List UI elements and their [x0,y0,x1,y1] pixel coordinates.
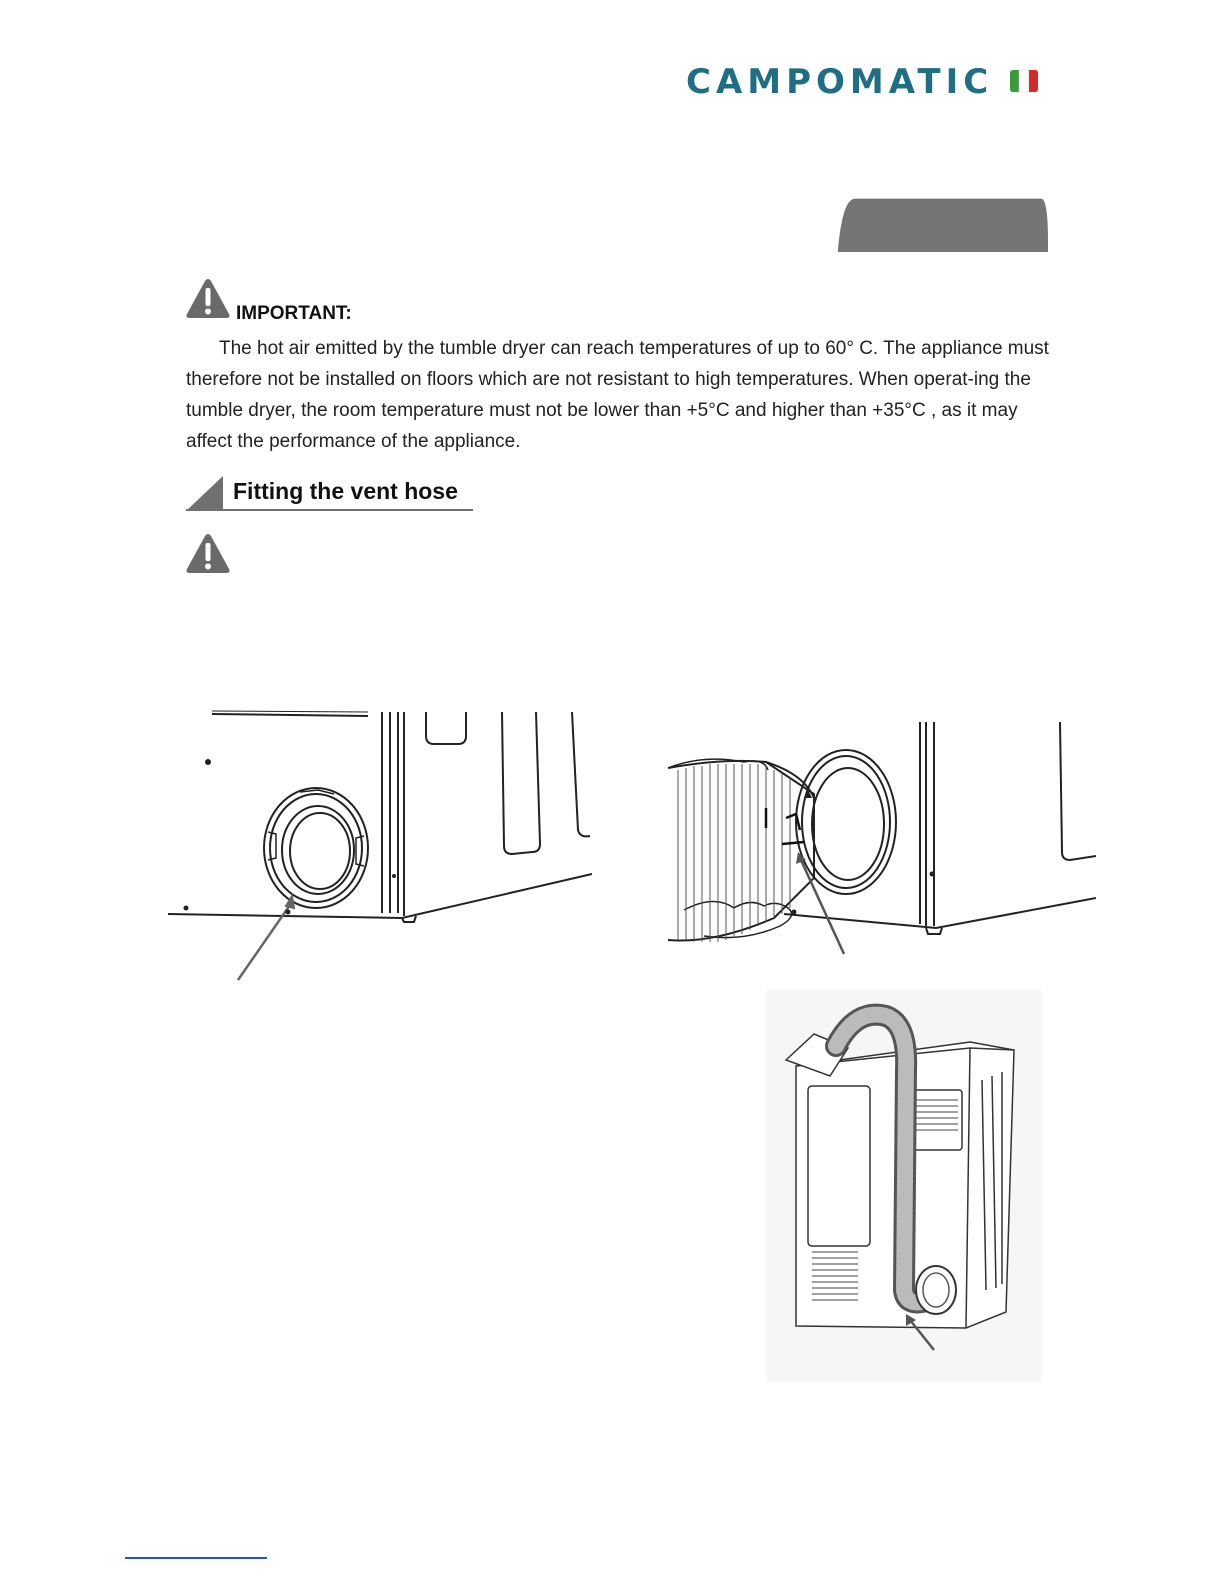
important-paragraph: The hot air emitted by the tumble dryer can reach temperatures of up to 60° C. The appliance must therefore not be installed on floors which are not resistant to high temperatures. When operat-ing the tumble dryer, the room temperature must not be lower than +5°C and higher than +35°C , as it may affect the performance of the appliance. [186,338,1049,452]
attaching-vent-hose-illustration [664,718,1096,958]
italian-flag-icon [1008,67,1040,95]
brand-logo [686,62,1046,102]
dryer-rear-vent-illustration [168,708,596,986]
section-title: Fitting the vent hose [233,478,458,504]
important-label: IMPORTANT: [236,303,352,324]
footer-link-underline [125,1557,267,1559]
warning-triangle-icon [185,278,231,320]
header-rule [175,188,1048,252]
dryer-with-vent-hose-illustration [766,990,1042,1382]
section-heading [186,474,476,514]
brand-name: CAMPOMATIC [686,62,994,102]
warning-triangle-icon [185,533,231,575]
